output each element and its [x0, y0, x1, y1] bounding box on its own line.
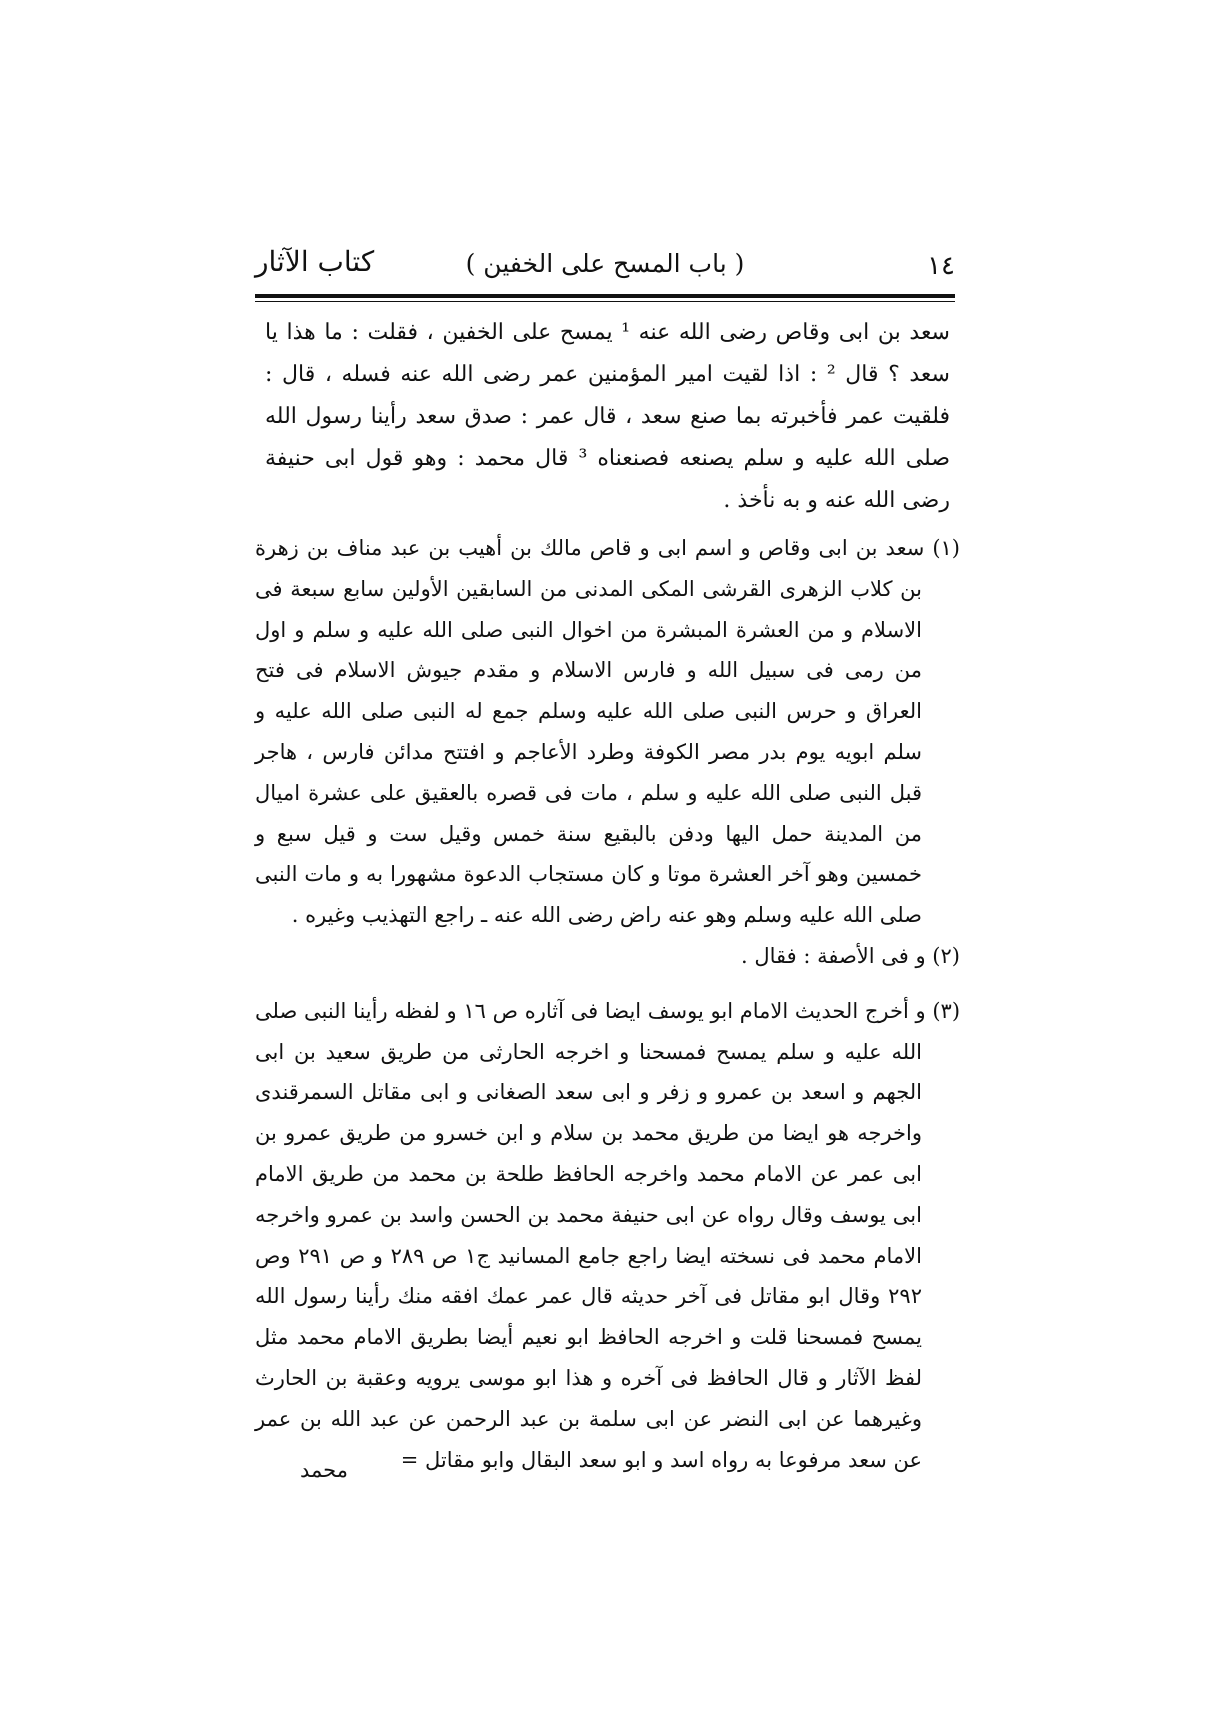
footnote-3: (٣) و أخرج الحديث الامام ابو يوسف ايضا فی آثاره ص ١٦ و لفظه رأينا النبی صلى الله عليه و سلم يمسح فمسحنا و اخرجه الحارثی من طريق سعيد بن ابی الجهم و اسعد بن عمرو و زفر و ابی سعد الصغانی و ابی مقاتل السمرقندی واخرجه هو ايضا من طريق محمد بن سلام و ابن خسرو من طريق عمرو بن ابی عمر عن الامام محمد واخرجه الحافظ طلحة بن محمد من طريق الامام ابی يوسف وقال رواه عن ابی حنيفة محمد بن الحسن واسد بن عمرو واخرجه الامام محمد فی نسخته ايضا راجع جامع المسانيد ج١ ص ٢٨٩ و ص ٢٩١ وص ٢٩٢ وقال ابو مقاتل فی آخر حديثه قال عمر عمك افقه منك رأينا رسول الله يمسح فمسحنا قلت و اخرجه الحافظ ابو نعيم أيضا بطريق الامام محمد مثل لفظ الآثار و قال الحافظ فی آخره و هذا ابو موسى يرويه وعقبة بن الحارث وغيرهما عن ابی النضر عن ابی سلمة بن عبد الرحمن عن عبد الله بن عمر عن سعد مرفوعا به رواه اسد و ابو سعد البقال وابو مقاتل =: [255, 998, 961, 1472]
page-header: [255, 243, 955, 291]
page-number: ١٤: [927, 251, 955, 281]
main-paragraph: سعد بن ابی وقاص رضی الله عنه ¹ يمسح على الخفين ، فقلت : ما هذا يا سعد ؟ قال ² : اذا لقيت امير المؤمنين عمر رضی الله عنه فسله ، قال : فلقيت عمر فأخبرته بما صنع سعد ، قال عمر : صدق سعد رأينا رسول الله صلى الله عليه و سلم يصنعه فصنعناه ³ قال محمد : وهو قول ابی حنيفة رضی الله عنه و به نأخذ .: [265, 320, 951, 513]
catchword: محمد: [300, 1458, 348, 1482]
footnotes: [255, 528, 960, 1480]
chapter-heading: ( باب المسح على الخفين ): [465, 249, 745, 278]
header-rule-thin: [255, 301, 955, 302]
footnote-1: (١) سعد بن ابی وقاص و اسم ابی و قاص مالك بن أهيب بن عبد مناف بن زهرة بن كلاب الزهری القرشی المكی المدنی من السابقين الأولين سابع سبعة فی الاسلام و من العشرة المبشرة من اخوال النبی صلى الله عليه و سلم و اول من رمى فی سبيل الله و فارس الاسلام و مقدم جيوش الاسلام فی فتح العراق و حرس النبی صلى الله عليه وسلم جمع له النبی صلى الله عليه و سلم ابويه يوم بدر مصر الكوفة وطرد الأعاجم و افتتح مدائن فارس ، هاجر قبل النبی صلى الله عليه و سلم ، مات فی قصره بالعقيق على عشرة اميال من المدينة حمل اليها ودفن بالبقيع سنة خمس وقيل ست و قيل سبع و خمسين وهو آخر العشرة موتا و كان مستجاب الدعوة مشهورا به و مات النبی صلى الله عليه وسلم وهو عنه راض رضی الله عنه ـ راجع التهذيب وغيره .: [255, 536, 960, 928]
footnote-2: (٢) و فی الأصفة : فقال .: [740, 943, 960, 968]
header-rule: [255, 294, 955, 298]
main-text-block: [265, 312, 950, 522]
book-title: كتاب الآثار: [255, 245, 375, 278]
